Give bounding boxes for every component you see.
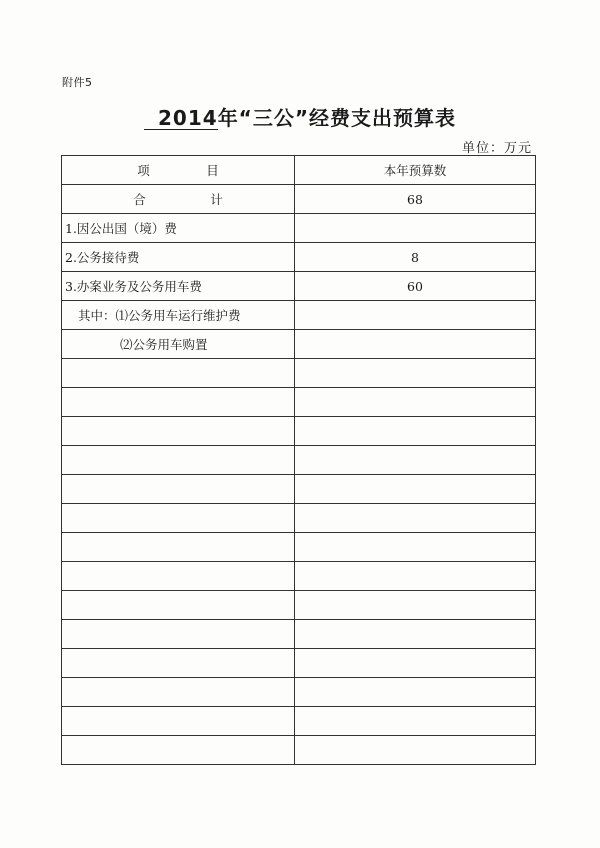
table-row [62,243,536,272]
item-cell [62,446,295,475]
item-cell [62,359,295,388]
table-row [62,736,536,765]
budget-cell [295,475,536,504]
table-row [62,678,536,707]
budget-table-body [62,156,536,765]
item-cell [62,533,295,562]
budget-cell [295,504,536,533]
item-cell [62,620,295,649]
budget-cell [295,446,536,475]
item-cell: 1.因公出国（境）费 [62,214,295,243]
item-cell [62,649,295,678]
budget-cell [295,214,536,243]
item-cell: ⑵公务用车购置 [62,330,295,359]
table-row [62,214,536,243]
item-cell [62,562,295,591]
attachment-label: 附件5 [62,76,93,89]
title-text: 年“三公”经费支出预算表 [217,106,456,130]
budget-cell: 8 [295,243,536,272]
budget-cell [295,301,536,330]
item-cell [62,736,295,765]
table-row [62,359,536,388]
table-row [62,620,536,649]
budget-cell: 68 [295,185,536,214]
item-cell [62,504,295,533]
table-row [62,185,536,214]
budget-cell [295,359,536,388]
item-cell [62,388,295,417]
table-row [62,446,536,475]
table-row [62,272,536,301]
budget-cell [295,707,536,736]
table-row [62,562,536,591]
table-row [62,417,536,446]
table-row [62,475,536,504]
item-cell: 其中：⑴公务用车运行维护费 [62,301,295,330]
budget-cell [295,620,536,649]
document-title [0,102,600,131]
budget-cell: 60 [295,272,536,301]
budget-cell [295,591,536,620]
budget-cell [295,417,536,446]
item-cell [62,678,295,707]
budget-cell [295,388,536,417]
budget-cell [295,533,536,562]
table-row [62,707,536,736]
table-row [62,504,536,533]
header-item: 项 目 [62,156,295,185]
table-row [62,330,536,359]
budget-cell [295,649,536,678]
budget-table [61,155,536,765]
table-row [62,533,536,562]
item-cell: 2.公务接待费 [62,243,295,272]
unit-label: 单位：万元 [461,141,532,156]
item-cell [62,475,295,504]
item-cell: 合 计 [62,185,295,214]
title-year: 2014 [144,107,218,130]
item-cell: 3.办案业务及公务用车费 [62,272,295,301]
budget-cell [295,678,536,707]
table-row [62,388,536,417]
table-header-row [62,156,536,185]
item-cell [62,417,295,446]
header-budget: 本年预算数 [295,156,536,185]
table-row [62,649,536,678]
table-row [62,301,536,330]
budget-cell [295,736,536,765]
budget-cell [295,562,536,591]
item-cell [62,591,295,620]
item-cell [62,707,295,736]
budget-cell [295,330,536,359]
table-row [62,591,536,620]
